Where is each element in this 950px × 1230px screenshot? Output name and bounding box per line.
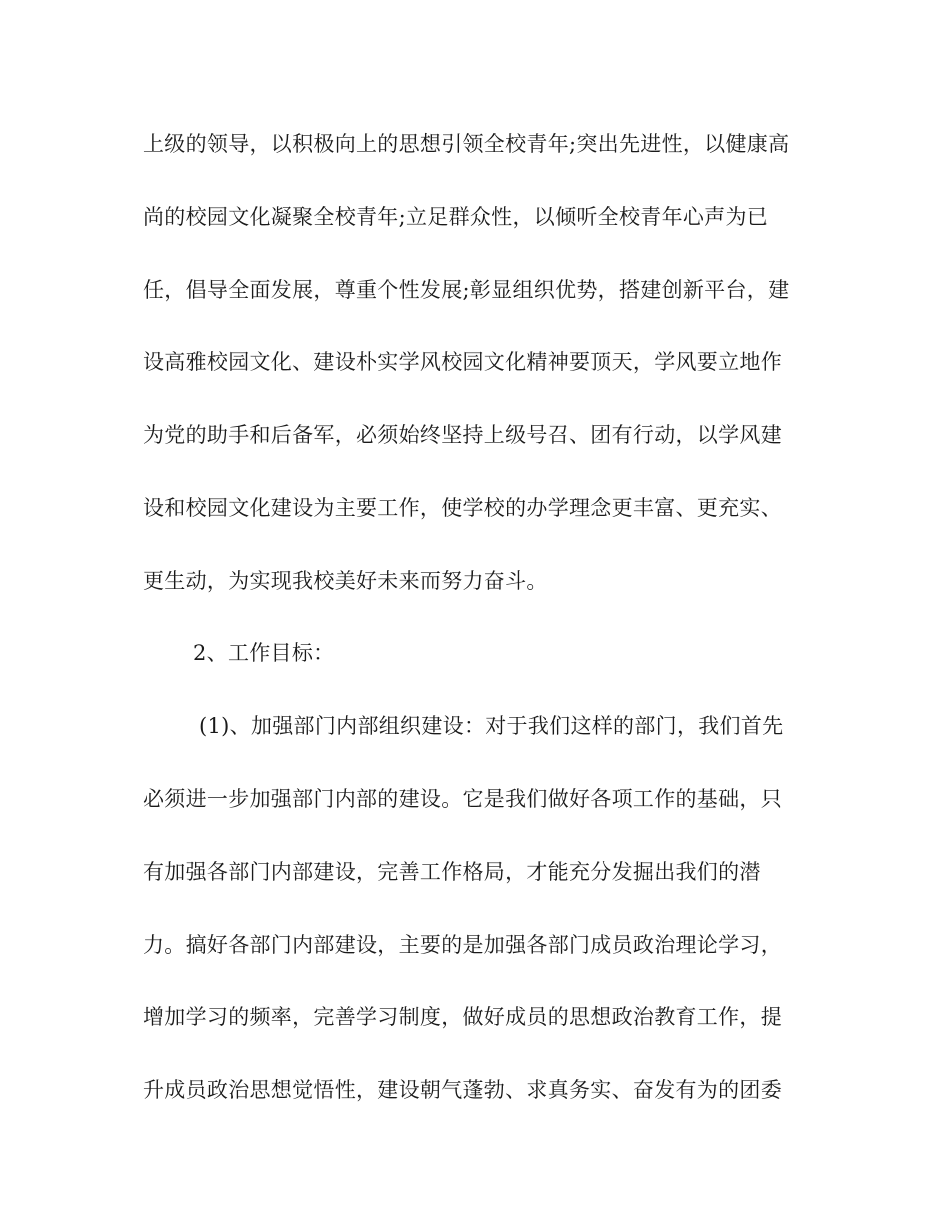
- text-line: 必须进一步加强部门内部的建设。它是我们做好各项工作的基础，只: [143, 787, 782, 811]
- text-line: 升成员政治思想觉悟性，建设朝气蓬勃、求真务实、奋发有为的团委: [143, 1078, 782, 1102]
- text-line: 有加强各部门内部建设，完善工作格局，才能充分发掘出我们的潜: [143, 860, 761, 884]
- text-line: 设高雅校园文化、建设朴实学风校园文化精神要顶天，学风要立地作: [143, 350, 782, 374]
- text-line: 为党的助手和后备军，必须始终坚持上级号召、团有行动，以学风建: [143, 423, 782, 447]
- text-line: 增加学习的频率，完善学习制度，做好成员的思想政治教育工作，提: [143, 1005, 782, 1029]
- text-line: 力。搞好各部门内部建设，主要的是加强各部门成员政治理论学习，: [143, 933, 782, 957]
- text-line: 尚的校园文化凝聚全校青年;立足群众性，以倾听全校青年心声为已: [143, 205, 769, 229]
- text-line: 设和校园文化建设为主要工作，使学校的办学理念更丰富、更充实、: [143, 496, 782, 520]
- section-heading: 2、工作目标：: [193, 641, 335, 665]
- text-line: 更生动，为实现我校美好未来而努力奋斗。: [143, 569, 548, 593]
- text-line: 上级的领导，以积极向上的思想引领全校青年;突出先进性，以健康高: [143, 132, 790, 156]
- text-line: (1)、加强部门内部组织建设：对于我们这样的部门，我们首先: [199, 714, 784, 738]
- text-line: 任，倡导全面发展，尊重个性发展;彰显组织优势，搭建创新平台，建: [143, 278, 790, 302]
